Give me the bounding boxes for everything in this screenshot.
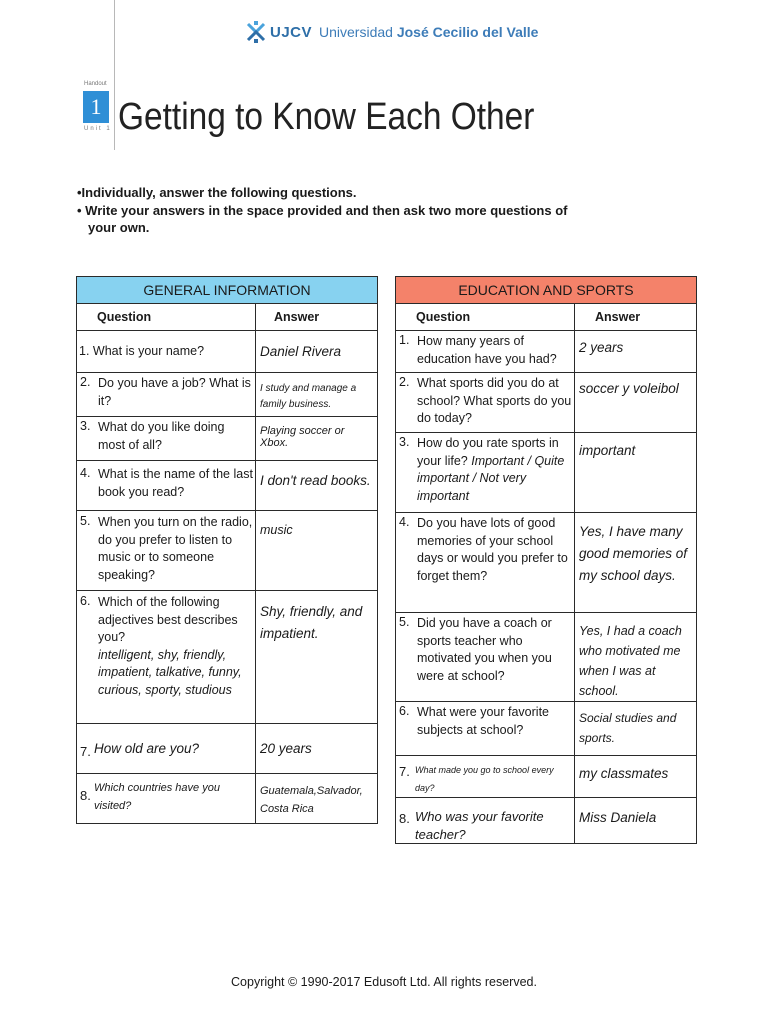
- table-row: [77, 774, 378, 824]
- university-prefix: Universidad: [319, 24, 393, 40]
- university-logo: [246, 18, 538, 46]
- table-row: [396, 513, 697, 613]
- question-number: 2.: [399, 375, 410, 389]
- question-text: When you turn on the radio, do you prefer to listen to music or to someone speaking?: [98, 515, 253, 582]
- question-number: 3.: [399, 435, 410, 449]
- answer-field[interactable]: Miss Daniela: [575, 798, 697, 844]
- table-row: [396, 756, 697, 798]
- instruction-line: •Individually, answer the following questions.: [77, 185, 357, 200]
- question-number: 6.: [80, 594, 91, 608]
- question-text: What were your favorite subjects at school?: [417, 705, 549, 737]
- copyright-footer: Copyright © 1990-2017 Edusoft Ltd. All rights reserved.: [231, 975, 537, 989]
- question-number: 8.: [399, 811, 410, 826]
- table-row: [77, 724, 378, 774]
- question-number: 6.: [399, 704, 410, 718]
- university-proper-name: José Cecilio del Valle: [396, 24, 539, 40]
- question-text: Which countries have you visited?: [94, 782, 220, 812]
- question-number: 8.: [80, 788, 91, 803]
- question-number: 1.: [399, 333, 410, 347]
- table-row: [396, 613, 697, 702]
- page-title: Getting to Know Each Other: [118, 96, 535, 138]
- answer-field[interactable]: I don't read books.: [256, 461, 378, 511]
- table-row: [77, 511, 378, 591]
- question-text: Who was your favorite teacher?: [415, 809, 544, 842]
- question-text: Which of the following adjectives best describes you?: [98, 595, 238, 644]
- table-row: [77, 331, 378, 373]
- question-text: Do you have lots of good memories of your school days or would you prefer to forget them?: [417, 516, 568, 583]
- question-text: What sports did you do at school? What sports do you do today?: [417, 376, 572, 425]
- table-row: [77, 417, 378, 461]
- table-row: [396, 373, 697, 433]
- table-heading: GENERAL INFORMATION: [77, 277, 378, 304]
- question-options: Important / Quite important / Not very important: [417, 453, 565, 503]
- handout-number-badge: 1: [83, 91, 109, 123]
- question-text: Do you have a job? What is it?: [98, 376, 251, 408]
- column-header-answer: Answer: [575, 304, 697, 331]
- answer-field[interactable]: 2 years: [575, 331, 697, 373]
- table-row: [77, 373, 378, 417]
- question-number: 7.: [80, 744, 91, 759]
- answer-field[interactable]: Playing soccer or Xbox.: [256, 417, 378, 461]
- question-number: 7.: [399, 764, 410, 779]
- question-text: How old are you?: [94, 740, 200, 756]
- instruction-line: • Write your answers in the space provided and then ask two more questions of: [77, 202, 568, 218]
- answer-field[interactable]: Daniel Rivera: [256, 331, 378, 373]
- table-row: [77, 461, 378, 511]
- question-text: What is your name?: [92, 343, 205, 358]
- question-number: 4.: [80, 466, 91, 480]
- question-text: Did you have a coach or sports teacher who motivated you when you were at school?: [417, 616, 552, 683]
- instruction-line: your own.: [88, 220, 150, 235]
- header-divider-line: [114, 0, 115, 150]
- unit-label: Unit 1: [84, 126, 112, 132]
- answer-field[interactable]: Yes, I had a coach who motivated me when I was at school.: [575, 613, 697, 702]
- answer-field[interactable]: Guatemala,Salvador, Costa Rica: [256, 774, 378, 824]
- question-text: What do you like doing most of all?: [98, 420, 225, 452]
- question-number: 2.: [80, 375, 91, 389]
- question-number: 5.: [399, 615, 410, 629]
- question-text: What made you go to school every day?: [415, 765, 554, 793]
- university-name: [319, 24, 538, 40]
- answer-field[interactable]: 20 years: [256, 724, 378, 774]
- column-header-answer: Answer: [256, 304, 378, 331]
- question-number: 4.: [399, 515, 410, 529]
- logo-abbreviation: UJCV: [270, 23, 313, 41]
- answer-field[interactable]: soccer y voleibol: [575, 373, 697, 433]
- question-number: 3.: [80, 419, 91, 433]
- handout-label: Handout: [84, 81, 107, 87]
- question-number: 1.: [79, 343, 90, 358]
- ujcv-emblem-icon: [246, 21, 266, 43]
- table-row: [396, 331, 697, 373]
- question-number: 5.: [80, 514, 91, 528]
- question-text: How many years of education have you had?: [417, 334, 557, 366]
- table-heading: EDUCATION AND SPORTS: [396, 277, 697, 304]
- column-header-question: Question: [77, 304, 256, 331]
- answer-field[interactable]: music: [256, 511, 378, 591]
- table-row: [396, 798, 697, 844]
- instructions: [77, 184, 637, 237]
- question-options: intelligent, shy, friendly, impatient, talkative, funny, curious, sporty, studious: [98, 647, 242, 697]
- table-row: [396, 433, 697, 513]
- column-header-question: Question: [396, 304, 575, 331]
- answer-field[interactable]: important: [575, 433, 697, 513]
- table-row: [77, 591, 378, 724]
- answer-field[interactable]: Yes, I have many good memories of my school days.: [575, 513, 697, 613]
- question-text: How do you rate sports in your life?: [417, 436, 559, 468]
- answer-field[interactable]: Shy, friendly, and impatient.: [256, 591, 378, 724]
- answer-field[interactable]: I study and manage a family business.: [256, 373, 378, 417]
- general-information-table: [76, 276, 378, 824]
- question-text: What is the name of the last book you read?: [98, 467, 253, 499]
- answer-field[interactable]: Social studies and sports.: [575, 702, 697, 756]
- answer-field[interactable]: my classmates: [575, 756, 697, 798]
- table-row: [396, 702, 697, 756]
- education-sports-table: [395, 276, 697, 844]
